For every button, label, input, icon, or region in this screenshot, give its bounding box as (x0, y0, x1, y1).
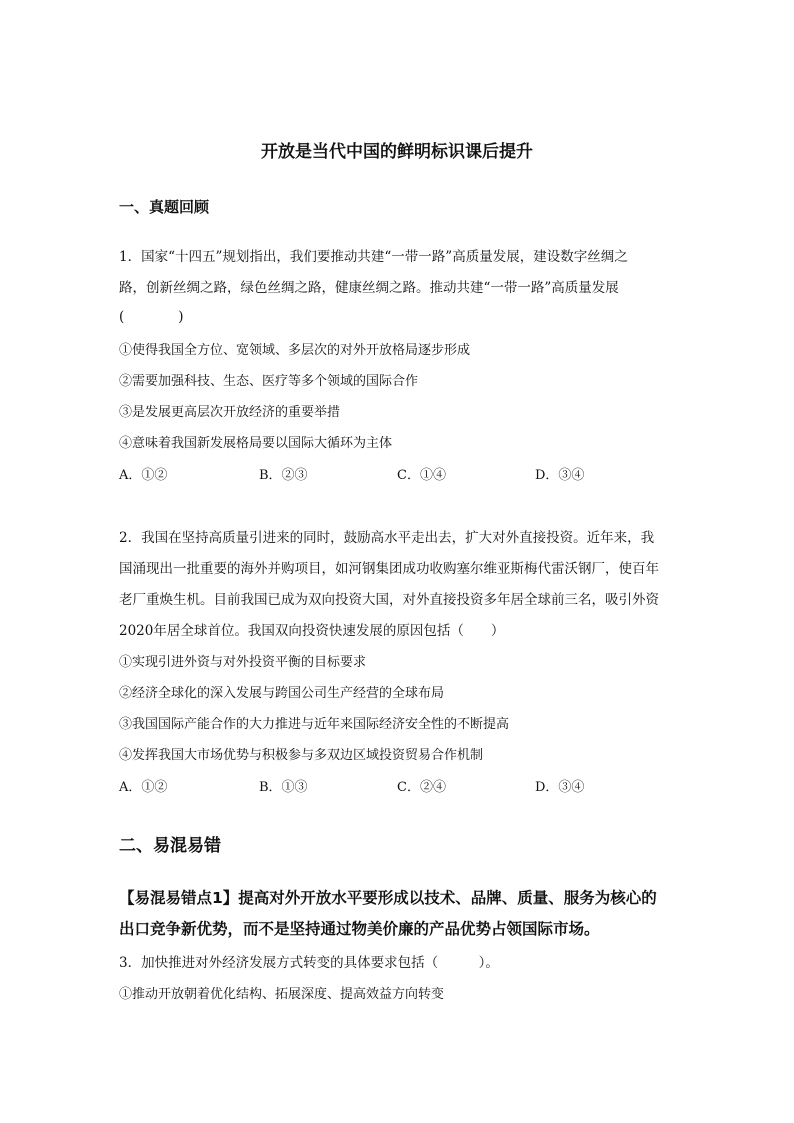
q1-option-a: A．①② (119, 468, 168, 483)
q1-item-2: ②需要加强科技、生态、医疗等多个领域的国际合作 (119, 374, 419, 389)
page-title: 开放是当代中国的鲜明标识课后提升 (261, 142, 533, 162)
q2-stem-line-4: 2020年居全球首位。我国双向投资快速发展的原因包括（ ） (119, 623, 505, 639)
q2-stem-line-3: 老厂重焕生机。目前我国已成为双向投资大国，对外直接投资多年居全球前三名，吸引外资 (119, 592, 659, 608)
q1-item-1: ①使得我国全方位、宽领域、多层次的对外开放格局逐步形成 (119, 343, 471, 358)
q1-item-4: ④意味着我国新发展格局要以国际大循环为主体 (119, 436, 393, 451)
q2-answer-options (119, 776, 679, 794)
section-heading-2: 二、易混易错 (119, 836, 221, 856)
q1-option-b: B．②③ (259, 468, 308, 483)
q2-stem-line-2: 国涌现出一批重要的海外并购项目，如河钢集团成功收购塞尔维亚斯梅代雷沃钢厂，使百年 (119, 561, 659, 577)
note-line-2: 出口竞争新优势，而不是坚持通过物美价廉的产品优势占领国际市场。 (119, 920, 600, 938)
q2-item-2: ②经济全球化的深入发展与跨国公司生产经营的全球布局 (119, 686, 445, 701)
section-heading-1: 一、真题回顾 (119, 198, 210, 216)
q1-option-c: C．①④ (397, 468, 446, 483)
q2-item-4: ④发挥我国大市场优势与积极参与多双边区域投资贸易合作机制 (119, 748, 484, 763)
q3-stem: 3．加快推进对外经济发展方式转变的具体要求包括（ ）。 (119, 955, 499, 971)
q3-item-1: ①推动开放朝着优化结构、拓展深度、提高效益方向转变 (119, 987, 445, 1002)
q1-stem-line-1: 1．国家“十四五”规划指出，我们要推动共建“一带一路”高质量发展，建设数字丝绸之 (119, 249, 628, 265)
q2-option-a: A．①② (119, 780, 168, 795)
q2-item-3: ③我国国际产能合作的大力推进与近年来国际经济安全性的不断提高 (119, 717, 510, 732)
q2-option-c: C．②④ (397, 780, 446, 795)
q2-stem-line-1: 2．我国在坚持高质量引进来的同时，鼓励高水平走出去，扩大对外直接投资。近年来，我 (119, 530, 655, 546)
q1-stem-line-3: ( ) (119, 309, 184, 325)
q1-stem-line-2: 路，创新丝绸之路，绿色丝绸之路，健康丝绸之路。推动共建“一带一路”高质量发展 (119, 280, 619, 296)
q1-item-3: ③是发展更高层次开放经济的重要举措 (119, 405, 341, 420)
q2-option-b: B．①③ (259, 780, 308, 795)
q1-answer-options (119, 464, 679, 482)
q2-item-1: ①实现引进外资与对外投资平衡的目标要求 (119, 655, 367, 670)
q2-option-d: D．③④ (535, 780, 585, 795)
note-line-1: 【易混易错点1】提高对外开放水平要形成以技术、品牌、质量、服务为核心的 (119, 889, 657, 907)
q1-option-d: D．③④ (535, 468, 585, 483)
